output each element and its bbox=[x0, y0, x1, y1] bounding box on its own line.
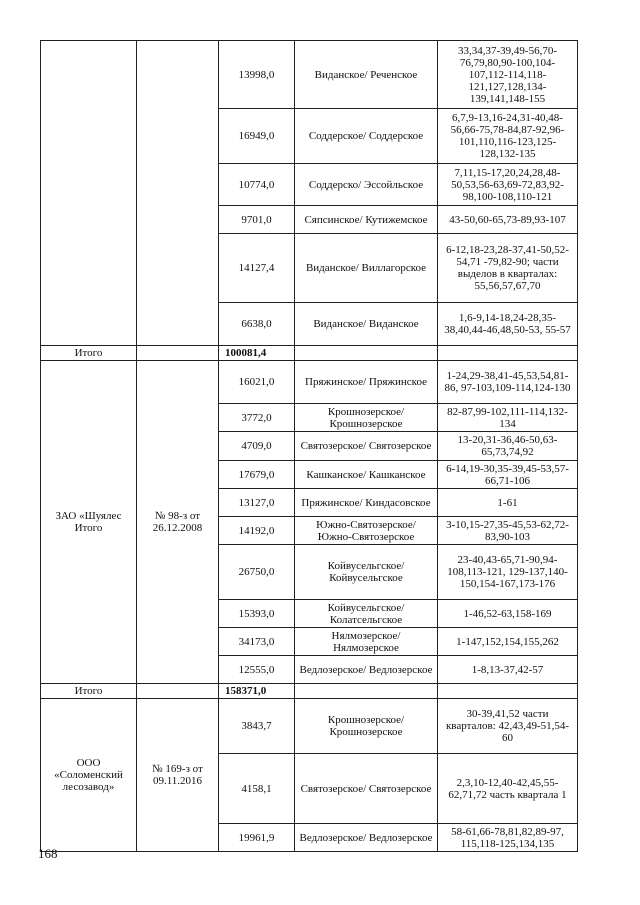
quarters-cell: 1-8,13-37,42-57 bbox=[438, 656, 578, 684]
quarters-cell: 43-50,60-65,73-89,93-107 bbox=[438, 206, 578, 234]
total-value: 100081,4 bbox=[219, 346, 295, 361]
area-cell: 16021,0 bbox=[219, 361, 295, 404]
area-cell: 12555,0 bbox=[219, 656, 295, 684]
forestry-cell: Соддерско/ Эссойльское bbox=[295, 164, 438, 206]
forestry-cell: Виданское/ Виллагорское bbox=[295, 234, 438, 303]
quarters-cell: 58-61,66-78,81,82,89-97, 115,118-125,134,135 bbox=[438, 824, 578, 852]
empty-cell bbox=[438, 684, 578, 699]
quarters-cell: 1-147,152,154,155,262 bbox=[438, 628, 578, 656]
org-cell: ООО «Соломенский лесозавод» bbox=[41, 699, 137, 852]
doc-cell: № 98-з от 26.12.2008 bbox=[137, 361, 219, 684]
total-label: Итого bbox=[41, 346, 137, 361]
forestry-cell: Койвусельгское/ Колатсельгское bbox=[295, 600, 438, 628]
area-cell: 9701,0 bbox=[219, 206, 295, 234]
table-row bbox=[41, 41, 578, 109]
area-cell: 6638,0 bbox=[219, 303, 295, 346]
quarters-cell: 7,11,15-17,20,24,28,48-50,53,56-63,69-72,83,92-98,100-108,110-121 bbox=[438, 164, 578, 206]
forestry-cell: Нялмозерское/ Нялмозерское bbox=[295, 628, 438, 656]
area-cell: 3772,0 bbox=[219, 404, 295, 432]
forestry-cell: Сяпсинское/ Кутижемское bbox=[295, 206, 438, 234]
quarters-cell: 6-12,18-23,28-37,41-50,52-54,71 -79,82-90; части выделов в кварталах: 55,56,57,67,70 bbox=[438, 234, 578, 303]
page-number: 168 bbox=[38, 846, 58, 861]
forestry-cell: Южно-Святозерское/ Южно-Святозерское bbox=[295, 517, 438, 545]
empty-cell bbox=[295, 346, 438, 361]
quarters-cell: 3-10,15-27,35-45,53-62,72-83,90-103 bbox=[438, 517, 578, 545]
total-label: Итого bbox=[41, 684, 137, 699]
forestry-cell: Пряжинское/ Пряжинское bbox=[295, 361, 438, 404]
empty-cell bbox=[295, 684, 438, 699]
quarters-cell: 6-14,19-30,35-39,45-53,57-66,71-106 bbox=[438, 461, 578, 489]
area-cell: 4709,0 bbox=[219, 432, 295, 461]
total-row bbox=[41, 684, 578, 699]
forestry-cell: Ведлозерское/ Ведлозерское bbox=[295, 656, 438, 684]
empty-cell bbox=[137, 346, 219, 361]
quarters-cell: 1-46,52-63,158-169 bbox=[438, 600, 578, 628]
quarters-cell: 13-20,31-36,46-50,63-65,73,74,92 bbox=[438, 432, 578, 461]
area-cell: 13998,0 bbox=[219, 41, 295, 109]
area-cell: 26750,0 bbox=[219, 545, 295, 600]
quarters-cell: 2,3,10-12,40-42,45,55-62,71,72 часть квартала 1 bbox=[438, 754, 578, 824]
quarters-cell: 6,7,9-13,16-24,31-40,48-56,66-75,78-84,87-92,96-101,110,116-123,125-128,132-135 bbox=[438, 109, 578, 164]
forestry-cell: Крошнозерское/ Крошнозерское bbox=[295, 404, 438, 432]
area-cell: 13127,0 bbox=[219, 489, 295, 517]
area-cell: 14192,0 bbox=[219, 517, 295, 545]
area-cell: 19961,9 bbox=[219, 824, 295, 852]
area-cell: 4158,1 bbox=[219, 754, 295, 824]
quarters-cell: 23-40,43-65,71-90,94-108,113-121, 129-137,140-150,154-167,173-176 bbox=[438, 545, 578, 600]
empty-cell bbox=[137, 684, 219, 699]
quarters-cell: 1-61 bbox=[438, 489, 578, 517]
quarters-cell: 1,6-9,14-18,24-28,35-38,40,44-46,48,50-53, 55-57 bbox=[438, 303, 578, 346]
area-cell: 15393,0 bbox=[219, 600, 295, 628]
quarters-cell: 82-87,99-102,111-114,132-134 bbox=[438, 404, 578, 432]
quarters-cell: 1-24,29-38,41-45,53,54,81-86, 97-103,109-114,124-130 bbox=[438, 361, 578, 404]
org-cell bbox=[41, 41, 137, 346]
table-row bbox=[41, 699, 578, 754]
forest-lease-table bbox=[40, 40, 578, 852]
quarters-cell: 30-39,41,52 части кварталов: 42,43,49-51,54-60 bbox=[438, 699, 578, 754]
org-cell: ЗАО «Шуялес Итого bbox=[41, 361, 137, 684]
total-row bbox=[41, 346, 578, 361]
area-cell: 14127,4 bbox=[219, 234, 295, 303]
total-value: 158371,0 bbox=[219, 684, 295, 699]
forestry-cell: Ведлозерское/ Ведлозерское bbox=[295, 824, 438, 852]
area-cell: 3843,7 bbox=[219, 699, 295, 754]
area-cell: 17679,0 bbox=[219, 461, 295, 489]
area-cell: 10774,0 bbox=[219, 164, 295, 206]
forestry-cell: Святозерское/ Святозерское bbox=[295, 754, 438, 824]
forestry-cell: Пряжинское/ Киндасовское bbox=[295, 489, 438, 517]
doc-cell bbox=[137, 41, 219, 346]
doc-cell: № 169-з от 09.11.2016 bbox=[137, 699, 219, 852]
forestry-cell: Виданское/ Виданское bbox=[295, 303, 438, 346]
area-cell: 16949,0 bbox=[219, 109, 295, 164]
forestry-cell: Святозерское/ Святозерское bbox=[295, 432, 438, 461]
table-row bbox=[41, 361, 578, 404]
forestry-cell: Крошнозерское/ Крошнозерское bbox=[295, 699, 438, 754]
forestry-cell: Соддерское/ Соддерское bbox=[295, 109, 438, 164]
forestry-cell: Виданское/ Реченское bbox=[295, 41, 438, 109]
area-cell: 34173,0 bbox=[219, 628, 295, 656]
quarters-cell: 33,34,37-39,49-56,70-76,79,80,90-100,104-107,112-114,118-121,127,128,134-139,141,148-155 bbox=[438, 41, 578, 109]
forestry-cell: Койвусельгское/ Койвусельгское bbox=[295, 545, 438, 600]
empty-cell bbox=[438, 346, 578, 361]
forestry-cell: Кашканское/ Кашканское bbox=[295, 461, 438, 489]
